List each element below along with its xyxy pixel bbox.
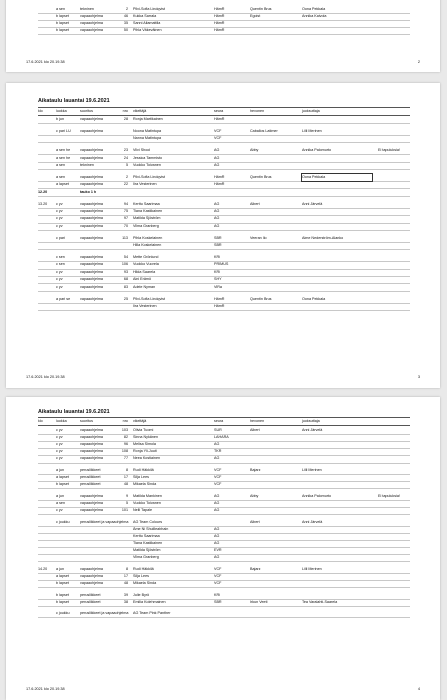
cell-nro: 8: [125, 468, 128, 472]
cell-ryhma: Pihla Väkeväinen: [133, 28, 162, 32]
cell-luokka: b lapset: [56, 21, 69, 25]
cell-seura: AG: [214, 155, 220, 160]
cell-nro: 9: [125, 493, 128, 498]
cell-juoksuttaja: Annika Palomurto: [302, 148, 332, 153]
cell-hevonen: Albert: [250, 201, 260, 206]
cell-ryhma: vikeltäjä: [133, 109, 147, 113]
cell-seura: HämR: [214, 303, 225, 308]
cell-hevonen: Egoist: [250, 14, 261, 18]
cell-luokka: a sen he: [56, 148, 71, 153]
cell-hevonen: Quentin Brus: [250, 7, 272, 11]
cell-luokka: b lapset: [56, 599, 69, 604]
cell-juoksuttaja: Annika Kaivola: [302, 14, 327, 18]
cell-seura: AG: [214, 540, 220, 545]
cell-seura: KRi: [214, 592, 220, 597]
table-row: [38, 223, 410, 231]
cell-ryhma: Äme Ni Shuilleabhain: [133, 526, 169, 531]
cell-nro: 106: [121, 262, 128, 267]
cell-ryhma: Emilia Kolehmainen: [133, 599, 166, 604]
cell-luokka: c pari LU: [56, 128, 71, 133]
cell-luokka: a jun: [56, 493, 64, 498]
cell-luokka: a jun: [56, 566, 64, 571]
table-row: [38, 481, 410, 489]
cell-seura: seura: [214, 109, 224, 113]
cell-nro: 70: [123, 223, 128, 228]
cell-nro: 113: [122, 235, 128, 240]
page-title: Aikataulu lauantai 19.6.2021: [38, 409, 110, 415]
cell-seura: ViRa: [214, 284, 222, 289]
cell-ryhma: Sinna Nykänen: [133, 435, 159, 440]
cell-luokka: b lapset: [56, 28, 69, 32]
cell-luokka: a lapset: [56, 573, 69, 578]
cell-suoritus: vapaaohjelma: [80, 508, 103, 512]
cell-nro: 93: [123, 269, 128, 274]
cell-luokka: c yv: [56, 216, 63, 221]
cell-nro: 68: [123, 277, 128, 282]
cell-juoksuttaja: Lilli Merinen: [302, 468, 322, 472]
cell-ryhma: Tiana Kastikainen: [133, 540, 163, 545]
page-number: 3: [417, 375, 420, 379]
cell-nro: 5: [125, 500, 128, 505]
cell-hevonen: hevonen: [250, 419, 265, 423]
cell-seura: AG: [214, 163, 220, 167]
cell-nro: 24: [123, 155, 128, 160]
cell-ryhma: Olivia Tuomi: [133, 428, 154, 432]
cell-hevonen: Irkun Veeti: [250, 599, 268, 604]
table-row: [38, 135, 410, 143]
cell-ryhma: Aini Erämö: [133, 277, 152, 282]
cell-seura: AG: [214, 148, 220, 153]
cell-ryhma: Neea Kostiainen: [133, 456, 161, 461]
cell-nro: 75: [123, 209, 128, 213]
cell-luokka: b jun: [56, 117, 64, 121]
cell-ryhma: Silja Lees: [133, 475, 149, 480]
cell-nro: 50: [123, 28, 128, 32]
cell-hevonen: hevonen: [250, 109, 265, 113]
cell-ryhma: Mikaela Sinda: [133, 580, 157, 585]
cell-suoritus: vapaaohjelma: [80, 28, 103, 32]
cell-ryhma: Vuokko Toivanen: [133, 163, 161, 167]
cell-ryhma: Vilma Granberg: [133, 555, 159, 560]
cell-suoritus: vapaaohjelma: [80, 566, 103, 571]
cell-suoritus: perusliikkeet: [80, 475, 101, 480]
document-page-2: [6, 0, 440, 72]
cell-ryhma: Tiana Kastikainen: [133, 209, 163, 213]
cell-nro: nro: [122, 109, 128, 113]
cell-seura: HämR: [214, 182, 225, 187]
cell-suoritus: tauko 1 h: [80, 189, 97, 194]
cell-seura: VCF: [214, 482, 222, 487]
cell-seura: AG: [214, 526, 220, 531]
cell-luokka: a sen: [56, 7, 66, 11]
cell-seura: VCF: [214, 475, 222, 480]
cell-nro: 48: [123, 580, 128, 585]
cell-seura: HämR: [214, 117, 225, 121]
cell-suoritus: perusliikkeet: [80, 599, 101, 604]
cell-nro: 54: [123, 255, 128, 259]
cell-hevonen: Caballos Latimer: [250, 128, 278, 133]
cell-seura: KRi: [214, 269, 220, 274]
cell-luokka: c yv: [56, 435, 63, 440]
table-row: [38, 27, 410, 35]
cell-seura: SBR: [214, 243, 222, 248]
cell-nro: 25: [123, 296, 128, 301]
cell-seura: VCF: [214, 573, 222, 578]
cell-hevonen: Bajarz: [250, 566, 261, 571]
cell-nro: 108: [121, 449, 128, 454]
table-row: [38, 242, 410, 250]
table-row: [38, 116, 410, 124]
cell-suoritus: vapaaohjelma: [80, 262, 103, 267]
cell-suoritus: vapaaohjelma: [80, 442, 103, 447]
cell-ryhma: Ronja Yli-Juuti: [133, 449, 157, 454]
cell-ryhma: Vilma Granberg: [133, 223, 159, 228]
cell-seura: seura: [214, 419, 224, 423]
cell-juoksuttaja: Oona Pekkala: [302, 296, 326, 301]
cell-suoritus: vapaaohjelma: [80, 182, 103, 187]
cell-hevonen: Quentin Brus: [250, 296, 272, 301]
document-page-4: [6, 397, 440, 700]
cell-suoritus: vapaaohjelma: [80, 284, 103, 289]
cell-suoritus: perusliikkeet ja vapaaohjelma: [80, 519, 129, 524]
footer-timestamp: 17.6.2021 klo 20.19.38: [26, 60, 65, 64]
cell-luokka: a jun: [56, 468, 64, 472]
cell-luokka: a sen: [56, 163, 66, 167]
cell-suoritus: vapaaohjelma: [80, 128, 103, 133]
cell-nro: 83: [123, 284, 128, 289]
cell-luokka: a lapset: [56, 475, 69, 480]
cell-juoksuttaja: Anni Järvelä: [302, 201, 323, 206]
cell-hevonen: Albert: [250, 428, 260, 432]
cell-ryhma: Vuokko Vuorela: [133, 262, 159, 267]
page-footer: [26, 375, 420, 379]
cell-seura: AG: [214, 500, 220, 505]
cell-luokka: c yv: [56, 428, 63, 432]
cell-suoritus: vapaaohjelma: [80, 435, 103, 440]
cell-luokka: c joukku: [56, 611, 70, 616]
cell-extra: Ei tapuluksia!: [378, 493, 400, 498]
page-footer: [26, 60, 420, 64]
cell-luokka: b lapset: [56, 482, 69, 487]
cell-ryhma: Sanni Aliamattila: [133, 21, 161, 25]
cell-suoritus: perusliikkeet: [80, 482, 101, 487]
cell-luokka: c sen: [56, 255, 65, 259]
cell-seura: VCF: [214, 128, 222, 133]
cell-suoritus: vapaaohjelma: [80, 277, 103, 282]
cell-suoritus: suoritus: [80, 419, 93, 423]
page-footer: [26, 687, 420, 691]
cell-ryhma: Matilda Sjöström: [133, 216, 161, 221]
cell-suoritus: vapaaohjelma: [80, 155, 103, 160]
cell-seura: HämR: [214, 21, 225, 25]
cell-nro: 2: [125, 7, 128, 11]
cell-nro: 97: [123, 216, 128, 221]
cell-juoksuttaja: Lilli Merinen: [302, 566, 322, 571]
cell-suoritus: tekninen: [80, 7, 94, 11]
table-header: [38, 107, 410, 116]
cell-seura: SBR: [214, 235, 222, 240]
cell-nro: 103: [121, 428, 128, 432]
cell-luokka: luokka: [56, 419, 67, 423]
cell-juoksuttaja: Tea Varalahti-Saarela: [302, 599, 338, 604]
cell-ryhma: Vilvi Shool: [133, 148, 151, 153]
cell-ryhma: Kukka Sarrala: [133, 14, 157, 18]
table-row: [38, 303, 410, 311]
cell-ryhma: Rudi Häkkilä: [133, 468, 154, 472]
cell-luokka: c pari: [56, 235, 66, 240]
cell-luokka: c yv: [56, 442, 63, 447]
cell-nro: 39: [123, 592, 128, 597]
cell-nro: 17: [123, 573, 128, 578]
cell-ryhma: Silja Lees: [133, 573, 149, 578]
cell-luokka: c joukku: [56, 519, 70, 524]
page-number: 2: [417, 60, 420, 64]
cell-ryhma: Matilda Sjöström: [133, 548, 161, 552]
cell-suoritus: vapaaohjelma: [80, 296, 103, 301]
cell-nro: 48: [123, 482, 128, 487]
cell-ryhma: Vuokko Toivanen: [133, 500, 161, 505]
cell-nro: 8: [125, 566, 128, 571]
cell-nro: nro: [122, 419, 128, 423]
cell-nro: 77: [123, 456, 128, 461]
cell-ryhma: AG Team Pink Panther: [133, 611, 171, 616]
cell-luokka: c yv: [56, 269, 63, 274]
cell-seura: SHY: [214, 277, 222, 282]
table-row: [38, 599, 410, 607]
cell-nro: 5: [125, 163, 128, 167]
cell-seura: HämR: [214, 28, 225, 32]
cell-klo: klo: [38, 419, 43, 423]
cell-ryhma: Kerttu Saarimaa: [133, 201, 160, 206]
table-header: [38, 417, 410, 426]
cell-luokka: c yv: [56, 277, 63, 282]
cell-ryhma: Iira Vesterinen: [133, 303, 157, 308]
cell-suoritus: vapaaohjelma: [80, 573, 103, 578]
cell-juoksuttaja: Lilli Merinen: [302, 128, 322, 133]
cell-luokka: c yv: [56, 201, 63, 206]
cell-ryhma: Rudi Häkkilä: [133, 566, 154, 571]
footer-timestamp: 17.6.2021 klo 20.19.38: [26, 687, 65, 691]
cell-suoritus: tekninen: [80, 163, 94, 167]
cell-seura: VCF: [214, 580, 222, 585]
cell-ryhma: Melisa Simola: [133, 442, 156, 447]
cell-klo: 14.20: [38, 566, 48, 571]
cell-seura: HämR: [214, 296, 225, 301]
cell-juoksuttaja: Oona Pekkala: [302, 7, 326, 11]
cell-seura: HämR: [214, 14, 225, 18]
table-row: [38, 189, 410, 197]
cell-luokka: a pari se: [56, 296, 71, 301]
page-title: Aikataulu lauantai 19.6.2021: [38, 98, 110, 104]
table-row: [38, 284, 410, 292]
cell-suoritus: vapaaohjelma: [80, 201, 103, 206]
cell-seura: AG: [214, 216, 220, 221]
cell-luokka: c sen: [56, 262, 65, 267]
cell-hevonen: Abby: [250, 493, 259, 498]
cell-luokka: a sen: [56, 174, 66, 179]
cell-ryhma: Noona Matintupa: [133, 128, 162, 133]
cell-luokka: c yv: [56, 508, 63, 512]
cell-suoritus: perusliikkeet: [80, 592, 101, 597]
cell-suoritus: vapaaohjelma: [80, 209, 103, 213]
cell-suoritus: perusliikkeet ja vapaaohjelma: [80, 611, 129, 616]
cell-seura: AG: [214, 493, 220, 498]
cell-ryhma: Hilla Koskelainen: [133, 243, 162, 248]
cell-ryhma: Kerttu Saarimaa: [133, 533, 160, 538]
cell-hevonen: Veeran Ilo: [250, 235, 267, 240]
cell-suoritus: vapaaohjelma: [80, 223, 103, 228]
cell-luokka: c yv: [56, 209, 63, 213]
cell-nro: 46: [123, 14, 128, 18]
cell-suoritus: vapaaohjelma: [80, 449, 103, 454]
cell-suoritus: vapaaohjelma: [80, 148, 103, 153]
cell-seura: PRIMUS: [214, 262, 229, 267]
cell-seura: AG: [214, 456, 220, 461]
cell-nro: 28: [123, 117, 128, 121]
cell-suoritus: vapaaohjelma: [80, 117, 103, 121]
cell-hevonen: Quentin Brus: [250, 174, 272, 179]
cell-ryhma: Nanna Matintupa: [133, 136, 162, 141]
cell-luokka: luokka: [56, 109, 67, 113]
cell-luokka: a lapset: [56, 182, 69, 187]
cell-juoksuttaja: Annika Palomurto: [302, 493, 332, 498]
cell-juoksuttaja: juoksuttaja: [302, 109, 320, 113]
cell-luokka: b lapset: [56, 580, 69, 585]
cell-ryhma: Nelli Tapale: [133, 508, 152, 512]
cell-seura: HämR: [214, 7, 225, 11]
cell-ryhma: Pilvi-Sofia Lindqvist: [133, 174, 165, 179]
cell-extra: Ei tapuluksia!: [378, 148, 400, 153]
table-row: [38, 455, 410, 463]
cell-nro: 101: [121, 508, 128, 512]
cell-seura: AG: [214, 442, 220, 447]
cell-juoksuttaja: Anni Järvelä: [302, 519, 323, 524]
cell-seura: VCF: [214, 566, 222, 571]
cell-ryhma: Jessica Tammisto: [133, 155, 163, 160]
cell-seura: EVR: [214, 548, 222, 552]
cell-suoritus: vapaaohjelma: [80, 456, 103, 461]
cell-luokka: a sen he: [56, 155, 71, 160]
cell-ryhma: vikeltäjä: [133, 419, 147, 423]
cell-ryhma: Pilvi-Sofia Lindqvist: [133, 296, 165, 301]
cell-seura: LAHARA: [214, 435, 229, 440]
page-number: 4: [417, 687, 420, 691]
cell-suoritus: perusliikkeet: [80, 468, 101, 472]
cell-seura: VCF: [214, 468, 222, 472]
cell-juoksuttaja: Oona Pekkala: [302, 174, 372, 181]
table-row: [38, 610, 410, 618]
cell-suoritus: vapaaohjelma: [80, 21, 103, 25]
cell-nro: 22: [123, 182, 128, 187]
cell-ryhma: Iira Vesterinen: [133, 182, 157, 187]
cell-hevonen: Bajarz: [250, 468, 261, 472]
cell-seura: TKR: [214, 449, 222, 454]
cell-suoritus: suoritus: [80, 109, 93, 113]
cell-klo: klo: [38, 109, 43, 113]
cell-seura: AG: [214, 209, 220, 213]
cell-nro: 94: [123, 201, 128, 206]
cell-nro: 96: [123, 442, 128, 447]
cell-juoksuttaja: Aime Nederström-Alanko: [302, 235, 344, 240]
cell-nro: 17: [123, 475, 128, 480]
table-row: [38, 554, 410, 562]
cell-seura: AG: [214, 533, 220, 538]
cell-suoritus: vapaaohjelma: [80, 269, 103, 274]
cell-seura: SUR: [214, 428, 222, 432]
cell-luokka: a sen: [56, 500, 66, 505]
cell-ryhma: Ronja Martikainen: [133, 117, 163, 121]
cell-ryhma: Pihla Koskelainen: [133, 235, 163, 240]
cell-juoksuttaja: juoksuttaja: [302, 419, 320, 423]
cell-luokka: b lapset: [56, 592, 69, 597]
cell-luokka: c yv: [56, 456, 63, 461]
cell-suoritus: vapaaohjelma: [80, 14, 103, 18]
cell-luokka: c yv: [56, 284, 63, 289]
cell-suoritus: vapaaohjelma: [80, 174, 103, 179]
cell-nro: 38: [123, 599, 128, 604]
cell-suoritus: vapaaohjelma: [80, 580, 103, 585]
cell-nro: 35: [123, 21, 128, 25]
cell-luokka: b lapset: [56, 14, 69, 18]
cell-suoritus: vapaaohjelma: [80, 216, 103, 221]
cell-ryhma: AG Team Colours: [133, 519, 163, 524]
table-row: [38, 507, 410, 515]
cell-ryhma: Adele Nyman: [133, 284, 156, 289]
cell-ryhma: Mikaela Sinda: [133, 482, 157, 487]
cell-seura: HämR: [214, 174, 225, 179]
cell-luokka: c yv: [56, 449, 63, 454]
cell-suoritus: vapaaohjelma: [80, 493, 103, 498]
table-row: [38, 580, 410, 588]
table-row: [38, 162, 410, 170]
cell-ryhma: Pilvi-Sofia Lindqvist: [133, 7, 165, 11]
cell-nro: 82: [123, 435, 128, 440]
cell-ryhma: Mette Grönlund: [133, 255, 159, 259]
cell-klo: 13.20: [38, 201, 48, 206]
cell-suoritus: vapaaohjelma: [80, 255, 103, 259]
cell-klo: 12.20: [38, 189, 48, 194]
cell-suoritus: vapaaohjelma: [80, 500, 103, 505]
cell-ryhma: Hilda Saarela: [133, 269, 156, 274]
document-page-3: [6, 83, 440, 388]
cell-hevonen: Abby: [250, 148, 259, 153]
cell-nro: 23: [123, 148, 128, 153]
cell-nro: 2: [125, 174, 128, 179]
cell-seura: KRi: [214, 255, 220, 259]
cell-seura: AG: [214, 555, 220, 560]
cell-luokka: c yv: [56, 223, 63, 228]
cell-suoritus: vapaaohjelma: [80, 428, 103, 432]
cell-juoksuttaja: Anni Järvelä: [302, 428, 323, 432]
cell-ryhma: Julie Byrö: [133, 592, 150, 597]
cell-hevonen: Albert: [250, 519, 260, 524]
cell-seura: SBR: [214, 599, 222, 604]
cell-seura: VCF: [214, 136, 222, 141]
cell-seura: AG: [214, 508, 220, 512]
cell-ryhma: Matilda Mankinen: [133, 493, 162, 498]
footer-timestamp: 17.6.2021 klo 20.19.38: [26, 375, 65, 379]
cell-suoritus: vapaaohjelma: [80, 235, 103, 240]
cell-seura: AG: [214, 201, 220, 206]
cell-seura: AG: [214, 223, 220, 228]
